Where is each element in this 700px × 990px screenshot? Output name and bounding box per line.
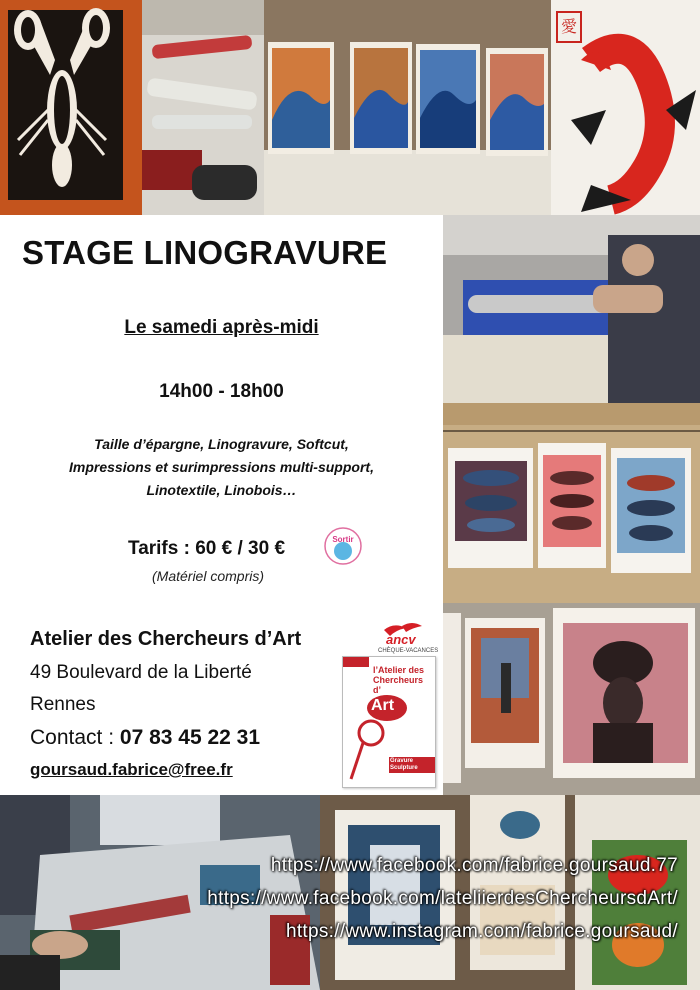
- contact-email-link[interactable]: goursaud.fabrice@free.fr: [30, 760, 233, 779]
- ancv-logo: [372, 620, 438, 660]
- instagram-link[interactable]: https://www.instagram.com/fabrice.goursaud/: [285, 921, 678, 942]
- koi-fish-linocut-photo: [551, 0, 700, 215]
- whale-prints-hanging-photo: [443, 403, 700, 603]
- sortir-logo-text: Sortir: [332, 535, 354, 544]
- address-street: 49 Boulevard de la Liberté: [30, 662, 252, 683]
- page-title: STAGE LINOGRAVURE: [22, 234, 388, 271]
- ancv-subtitle: CHÈQUE-VACANCES: [378, 648, 439, 654]
- contact-label: Contact :: [30, 726, 120, 749]
- material-included-note: (Matériel compris): [152, 568, 265, 584]
- koi-stamp-glyph: 愛: [561, 17, 578, 36]
- atelier-flyer-thumbnail: [342, 656, 436, 788]
- contact-line: [30, 726, 260, 750]
- ancv-name: ancv: [386, 632, 416, 647]
- price-text: Tarifs : 60 € / 30 €: [128, 538, 286, 559]
- great-wave-prints-photo: [264, 0, 551, 215]
- schedule-day: Le samedi après-midi: [124, 317, 319, 338]
- facebook-atelier-link[interactable]: https://www.facebook.com/lateliierdesChercheursdArt/: [207, 888, 678, 909]
- printing-press-photo: [443, 215, 700, 403]
- flyer-title-line: d’: [373, 685, 381, 695]
- portrait-prints-photo: [443, 603, 700, 795]
- sortir-cheque-logo: [324, 527, 362, 565]
- flyer-art-word: Art: [371, 697, 395, 714]
- flyer-title-line: Chercheurs: [373, 675, 424, 685]
- flyer-title-line: l’Atelier des: [373, 665, 425, 675]
- atelier-name: Atelier des Chercheurs d’Art: [30, 628, 302, 650]
- ink-tubes-roller-photo: [142, 0, 264, 215]
- description-line: Linotextile, Linobois…: [146, 482, 297, 498]
- description-line: Impressions et surimpressions multi-support,: [69, 459, 374, 475]
- contact-phone[interactable]: 07 83 45 22 31: [119, 726, 261, 749]
- address-city: Rennes: [30, 694, 96, 715]
- facebook-personal-link[interactable]: https://www.facebook.com/fabrice.goursaud.77: [270, 855, 678, 876]
- description-line: Taille d’épargne, Linogravure, Softcut,: [94, 436, 349, 452]
- flyer-side-label: Gravure Sculpture: [389, 757, 435, 773]
- lobster-linocut-photo: [0, 0, 142, 215]
- schedule-hours: 14h00 - 18h00: [159, 381, 284, 402]
